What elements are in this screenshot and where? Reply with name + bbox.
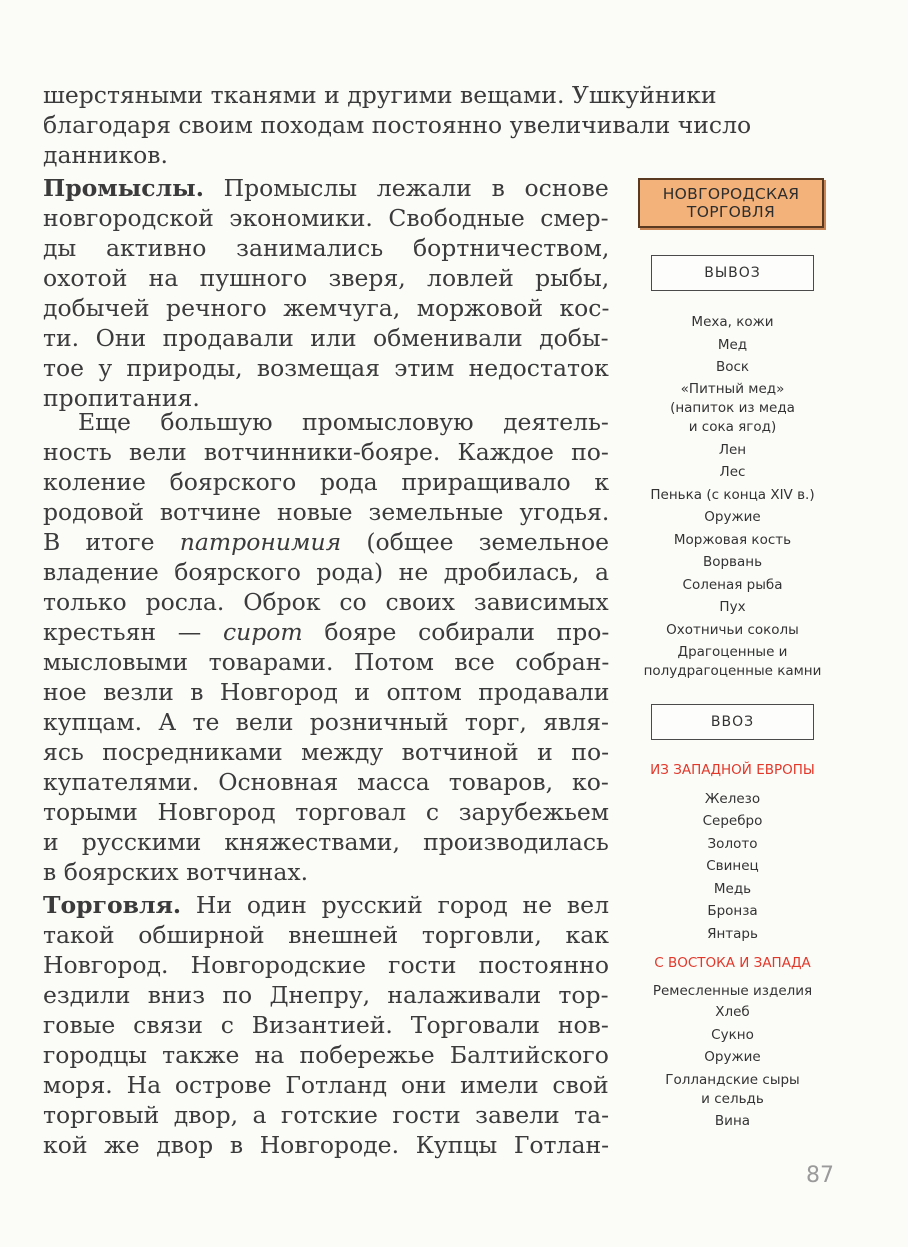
export-item: Охотничьи соколы: [666, 622, 799, 638]
text-line: и русскими княжествами, производилась: [43, 828, 609, 856]
text-line: шерстяными тканями и другими вещами. Ушкуйники: [43, 81, 717, 109]
import-heading-western-europe: ИЗ ЗАПАДНОЙ ЕВРОПЫ: [650, 762, 815, 778]
import-item: Свинец: [706, 858, 759, 874]
text-line-heading-promysly: Промыслы. Промыслы лежали в основе: [43, 174, 609, 202]
text-line: моря. На острове Готланд они имели свой: [43, 1071, 609, 1099]
text-line: кой же двор в Новгороде. Купцы Готлан-: [43, 1131, 610, 1159]
export-item: Меха, кожи: [691, 314, 774, 330]
text-line: такой обширной внешней торговли, как: [43, 921, 609, 949]
export-item: Ворвань: [702, 554, 763, 570]
sidebar-title-line: ТОРГОВЛЯ: [686, 203, 776, 221]
text-line: торговый двор, а готские гости завели та-: [43, 1101, 610, 1129]
export-item: полудрагоценные камни: [643, 663, 822, 679]
section-heading-promysly: Промыслы.: [43, 174, 204, 202]
text-line: в боярских вотчинах.: [43, 858, 309, 886]
export-item: Лес: [719, 464, 746, 480]
term-patronimiya: патронимия: [179, 528, 342, 556]
sidebar-title: [638, 178, 824, 228]
text-line: ное везли в Новгород и оптом продавали: [43, 678, 610, 706]
import-item: Золото: [707, 836, 758, 852]
export-item: Соленая рыба: [682, 577, 783, 593]
text-line: коление боярского рода приращивало к: [43, 468, 610, 496]
export-item: Оружие: [704, 509, 761, 525]
text-line: ность вели вотчинники-бояре. Каждое по-: [43, 438, 609, 466]
text-line: ти. Они продавали или обменивали добы-: [43, 324, 609, 352]
sidebar-title-line: НОВГОРОДСКАЯ: [662, 185, 800, 203]
section-heading-torgovlya: Торговля.: [43, 891, 182, 919]
import-item: Голландские сыры: [665, 1072, 800, 1088]
export-item: (напиток из меда: [670, 400, 795, 416]
export-item: Лен: [718, 442, 747, 458]
term-siroty: сирот: [222, 618, 303, 646]
import-label-box: ВВОЗ: [651, 704, 814, 740]
text-line: торыми Новгород торговал с зарубежьем: [43, 798, 610, 826]
export-label-box: ВЫВОЗ: [651, 255, 814, 291]
import-item: Серебро: [702, 813, 763, 829]
import-item: Оружие: [704, 1049, 761, 1065]
text-line: говые связи с Византией. Торговали нов-: [43, 1011, 609, 1039]
text-line: крестьян — сирот бояре собирали про-: [43, 618, 610, 646]
text-line: владение боярского рода) не дробилась, а: [43, 558, 610, 586]
text-line: охотой на пушного зверя, ловлей рыбы,: [43, 264, 610, 292]
text-line: благодаря своим походам постоянно увеличивали число: [43, 111, 752, 139]
export-item: и сока ягод): [688, 419, 777, 435]
text-line: купцам. А те вели розничный торг, явля-: [43, 708, 609, 736]
text-line: добычей речного жемчуга, моржовой кос-: [43, 294, 610, 322]
import-heading-east-west: С ВОСТОКА И ЗАПАДА: [654, 955, 811, 971]
text-line: данников.: [43, 141, 169, 169]
import-item: Медь: [713, 881, 752, 897]
import-item: Янтарь: [707, 926, 758, 942]
text-line: тое у природы, возмещая этим недостаток: [43, 354, 609, 382]
text-line: ездили вниз по Днепру, налаживали тор-: [43, 981, 609, 1009]
text-line: Новгород. Новгородские гости постоянно: [43, 951, 609, 979]
text-line: пропитания.: [43, 384, 200, 412]
export-item: Мед: [717, 337, 748, 353]
import-item: и сельдь: [701, 1091, 764, 1107]
import-item: Хлеб: [715, 1004, 750, 1020]
text-line: родовой вотчине новые земельные угодья.: [43, 498, 610, 526]
text-line: Еще большую промысловую деятель-: [78, 408, 609, 436]
export-item: Моржовая кость: [673, 532, 792, 548]
text-line: ясь посредниками между вотчиной и по-: [43, 738, 610, 766]
export-item: Пух: [719, 599, 746, 615]
text-line: городцы также на побережье Балтийского: [43, 1041, 609, 1069]
export-item: Драгоценные и: [677, 644, 788, 660]
export-item: «Питный мед»: [680, 381, 785, 397]
page-number: 87: [806, 1163, 834, 1188]
text-line: только росла. Оброк со своих зависимых: [43, 588, 609, 616]
import-item: Сукно: [711, 1027, 754, 1043]
text-line: новгородской экономики. Свободные смер-: [43, 204, 609, 232]
text-line: мысловыми товарами. Потом все собран-: [43, 648, 610, 676]
text-line: В итоге патронимия (общее земельное: [43, 528, 610, 556]
export-item: Воск: [715, 359, 750, 375]
text-line: купателями. Основная масса товаров, ко-: [43, 768, 609, 796]
export-item: Пенька (с конца XIV в.): [650, 487, 815, 503]
import-item: Вина: [714, 1113, 751, 1129]
text-line: ды активно занимались бортничеством,: [43, 234, 610, 262]
import-item: Железо: [704, 791, 761, 807]
import-item: Ремесленные изделия: [652, 983, 813, 999]
text-line-heading-torgovlya: Торговля. Ни один русский город не вел: [43, 891, 609, 919]
import-item: Бронза: [707, 903, 758, 919]
